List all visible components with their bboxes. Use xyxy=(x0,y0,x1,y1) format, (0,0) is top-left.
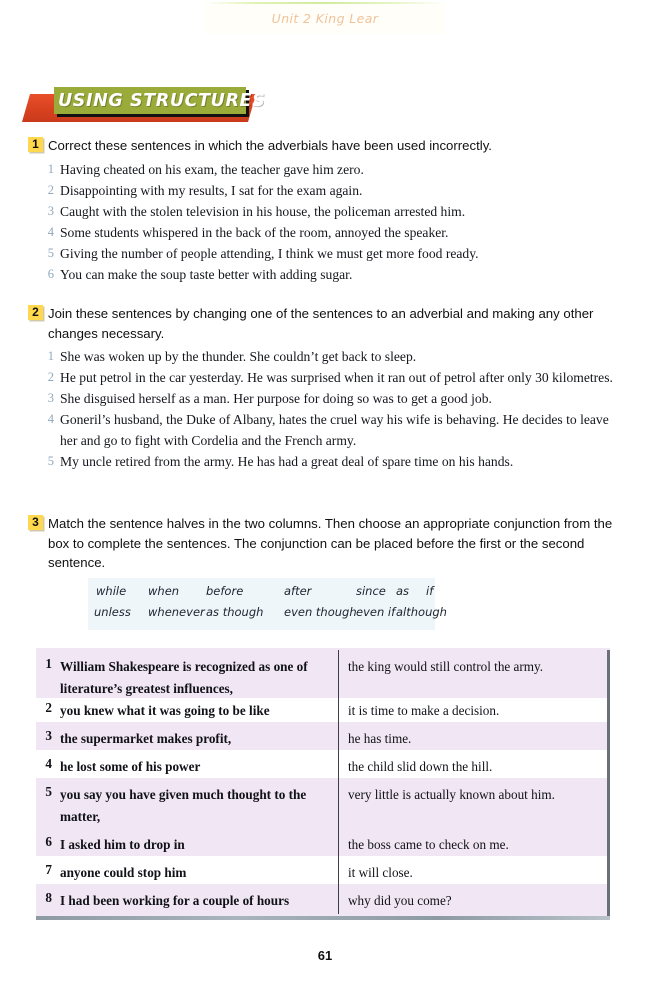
word-box-word[interactable]: after xyxy=(284,584,312,598)
row-number: 5 xyxy=(45,784,52,799)
word-box-word[interactable]: unless xyxy=(94,605,131,619)
table-bottom-border xyxy=(36,916,610,920)
page-header xyxy=(0,0,650,40)
row-left-half[interactable]: you say you have given much thought to the matter, xyxy=(60,787,307,824)
item-number: 5 xyxy=(47,454,54,468)
item-text: Some students whispered in the back of the room, annoyed the speaker. xyxy=(60,224,449,240)
item-number: 4 xyxy=(47,224,54,239)
exercise-2-instruction-row xyxy=(28,304,628,343)
word-box-word[interactable]: even though xyxy=(284,605,357,619)
matching-table xyxy=(36,648,610,916)
table-right-border xyxy=(607,650,610,916)
row-number: 4 xyxy=(45,756,52,771)
row-right-half[interactable]: the king would still control the army. xyxy=(348,659,544,674)
word-box-row-1 xyxy=(88,584,435,606)
exercise-1-item-list xyxy=(28,159,628,285)
word-box-word[interactable]: as though xyxy=(206,605,264,619)
row-left-half[interactable]: he lost some of his power xyxy=(60,759,201,774)
item-text: Caught with the stolen television in his house, the policeman arrested him. xyxy=(60,203,466,219)
row-left-half[interactable]: the supermarket makes profit, xyxy=(60,731,232,746)
item-text: Having cheated on his exam, the teacher gave him zero. xyxy=(60,161,364,177)
item-number: 1 xyxy=(47,349,54,363)
item-text: Giving the number of people attending, I think we must get more food ready. xyxy=(60,245,479,261)
list-item xyxy=(28,367,628,388)
list-item xyxy=(28,451,628,472)
item-number: 5 xyxy=(47,245,54,260)
list-item xyxy=(28,243,628,264)
word-box-word[interactable]: whenever xyxy=(148,605,205,619)
table-column-divider xyxy=(338,650,339,914)
item-text: You can make the soup taste better with adding sugar. xyxy=(60,266,353,282)
word-box-word[interactable]: as xyxy=(396,584,410,598)
list-item xyxy=(28,180,628,201)
row-right-half[interactable]: why did you come? xyxy=(348,893,452,908)
row-number: 7 xyxy=(45,862,52,877)
item-text: She disguised herself as a man. Her purpose for doing so was to get a good job. xyxy=(60,391,492,406)
row-right-half[interactable]: very little is actually known about him. xyxy=(348,787,555,802)
section-banner xyxy=(22,86,266,122)
row-left-half[interactable]: you knew what it was going to be like xyxy=(60,703,270,718)
list-item xyxy=(28,159,628,180)
exercise-1-instruction-row xyxy=(28,136,628,156)
word-box-word[interactable]: while xyxy=(96,584,127,598)
item-number: 4 xyxy=(47,412,54,426)
row-number: 2 xyxy=(45,700,52,715)
item-text: My uncle retired from the army. He has had a great deal of spare time on his hands. xyxy=(60,454,514,469)
word-box-word[interactable]: since xyxy=(356,584,386,598)
row-right-half[interactable]: the boss came to check on me. xyxy=(348,837,509,852)
word-box-word[interactable]: although xyxy=(396,605,447,619)
exercise-3 xyxy=(28,514,628,573)
exercise-3-number-badge: 3 xyxy=(28,515,43,530)
list-item xyxy=(28,201,628,222)
row-right-half[interactable]: it will close. xyxy=(348,865,413,880)
item-number: 2 xyxy=(47,182,54,197)
list-item xyxy=(28,388,628,409)
word-box-word[interactable]: even if xyxy=(356,605,396,619)
word-box-word[interactable]: when xyxy=(148,584,180,598)
page-number: 61 xyxy=(317,948,333,963)
row-number: 8 xyxy=(45,890,52,905)
row-number: 3 xyxy=(45,728,52,743)
word-box-row-2 xyxy=(88,605,447,627)
list-item xyxy=(28,409,628,451)
section-title: USING STRUCTURES xyxy=(58,91,266,111)
item-text: She was woken up by the thunder. She couldn’t get back to sleep. xyxy=(60,349,417,364)
exercise-1 xyxy=(28,136,628,285)
item-number: 3 xyxy=(47,203,54,218)
row-right-half[interactable]: he has time. xyxy=(348,731,412,746)
conjunction-word-box xyxy=(88,578,447,630)
exercise-2-item-list xyxy=(28,346,628,472)
list-item xyxy=(28,346,628,367)
exercise-2-instruction-text: Join these sentences by changing one of the sentences to an adverbial and making any other changes necessary. xyxy=(48,306,594,341)
row-right-half[interactable]: it is time to make a decision. xyxy=(348,703,500,718)
row-right-half[interactable]: the child slid down the hill. xyxy=(348,759,493,774)
exercise-3-instruction-row xyxy=(28,514,628,573)
row-left-half[interactable]: William Shakespeare is recognized as one of literature’s greatest influences, xyxy=(60,659,308,696)
item-text: Goneril’s husband, the Duke of Albany, hates the cruel way his wife is behaving. He decides to leave her and go to fight with Cordelia and the French army. xyxy=(60,412,609,448)
exercise-1-instruction-text: Correct these sentences in which the adverbials have been used incorrectly. xyxy=(48,138,492,153)
exercise-1-number-badge: 1 xyxy=(28,137,43,152)
exercise-2 xyxy=(28,304,628,472)
list-item xyxy=(28,264,628,285)
item-text: Disappointing with my results, I sat for the exam again. xyxy=(60,182,363,198)
item-number: 6 xyxy=(47,266,54,281)
row-left-half[interactable]: anyone could stop him xyxy=(60,865,187,880)
running-header-title: Unit 2 King Lear xyxy=(271,11,379,26)
word-box-word[interactable]: before xyxy=(206,584,244,598)
list-item xyxy=(28,222,628,243)
row-left-half[interactable]: I asked him to drop in xyxy=(60,837,185,852)
exercise-2-number-badge: 2 xyxy=(28,305,43,320)
row-number: 1 xyxy=(45,656,52,671)
word-box-word[interactable]: if xyxy=(426,584,434,598)
row-left-half[interactable]: I had been working for a couple of hours xyxy=(60,893,290,908)
row-number: 6 xyxy=(45,834,52,849)
item-number: 3 xyxy=(47,391,54,405)
exercise-3-instruction-text: Match the sentence halves in the two columns. Then choose an appropriate conjunction from the box to complete the sentences. The conjunction can be placed before the first or the second sentence. xyxy=(48,516,613,570)
item-number: 1 xyxy=(47,161,54,176)
item-text: He put petrol in the car yesterday. He was surprised when it ran out of petrol after only 30 kilometres. xyxy=(60,370,613,385)
header-rule-line xyxy=(205,2,445,4)
item-number: 2 xyxy=(47,370,54,384)
